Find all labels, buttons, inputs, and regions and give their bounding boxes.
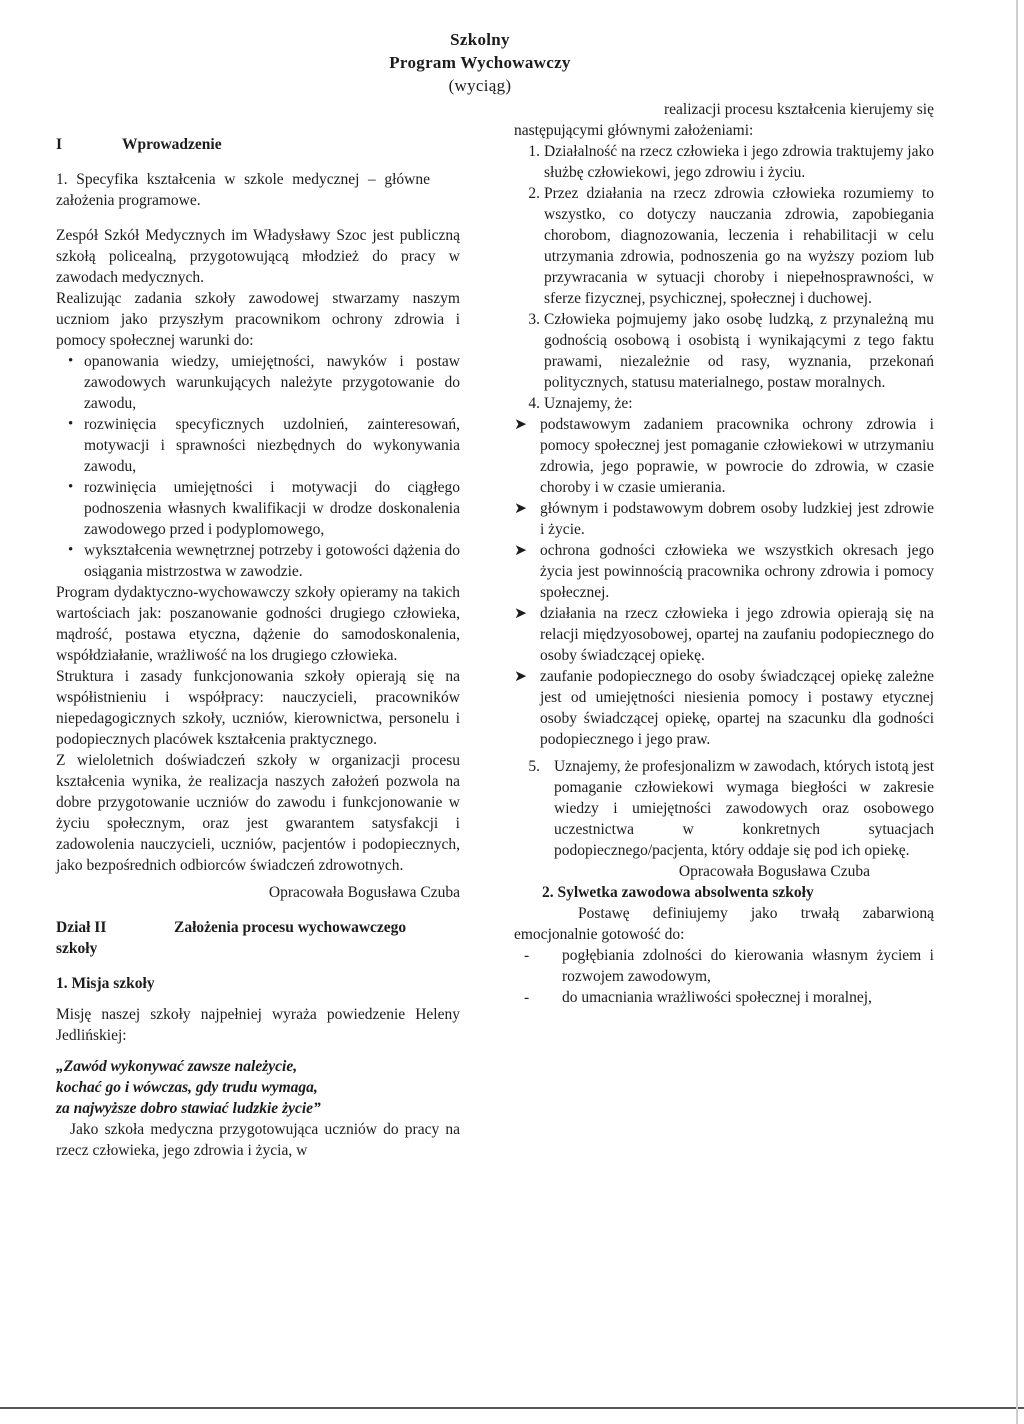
arrow-icon: ➤ xyxy=(514,668,527,685)
numbered-list xyxy=(514,756,934,861)
bullet-list xyxy=(56,351,460,582)
dash-marker: - xyxy=(524,947,530,964)
item-text: działania na rzecz człowieka i jego zdrowia opierają się na relacji międzyosobowej, opartej na zaufaniu podopiecznego do osoby świadczącej opiekę. xyxy=(540,605,934,664)
item-text: ochrona godności człowieka we wszystkich okresach jego życia jest powinnością pracownika ochrony zdrowia i pomocy społecznej. xyxy=(540,542,934,601)
paragraph: Postawę definiujemy jako trwałą zabarwioną emocjonalnie gotowość do: xyxy=(514,905,934,943)
paragraph: Program dydaktyczno-wychowawczy szkoły opieramy na takich wartościach jak: poszanowanie godności drugiego człowieka, mądrość, postawa etyczna, dążenie do samodoskonalenia, współdziałanie, wrażliwość na los drugiego człowieka. xyxy=(56,584,460,664)
item-number: 1. xyxy=(528,143,540,160)
list-item xyxy=(514,945,934,987)
section-heading-II xyxy=(56,917,460,938)
title-line-1: Szkolny xyxy=(450,30,510,49)
quote-line: za najwyższe dobro stawiać ludzkie życie” xyxy=(56,1100,321,1117)
list-item xyxy=(514,309,934,393)
list-item xyxy=(514,987,934,1008)
item-number: 4. xyxy=(528,395,540,412)
list-item xyxy=(514,393,934,414)
list-item xyxy=(514,183,934,309)
item-number: 3. xyxy=(528,311,540,328)
section-title: Wprowadzenie xyxy=(122,136,222,153)
paragraph: Jako szkoła medyczna przygotowująca uczniów do pracy na rzecz człowieka, jego zdrowia i życia, w xyxy=(56,1121,460,1159)
arrow-icon: ➤ xyxy=(514,605,527,622)
quote-line: kochać go i wówczas, gdy trudu wymaga, xyxy=(56,1079,318,1096)
list-item: • rozwinięcia umiejętności i motywacji do ciągłego podnoszenia własnych kwalifikacji w drodze doskonalenia zawodowego przed i podyplomowego, xyxy=(66,477,460,540)
list-item xyxy=(514,666,934,750)
paragraph: Realizując zadania szkoły zawodowej stwarzamy naszym uczniom jako przyszłym pracownikom ochrony zdrowia i pomocy społecznej warunki do: xyxy=(56,290,460,349)
item-text: zaufanie podopiecznego do osoby świadczącej opiekę zależne jest od umiejętności niesienia pomocy i postawy etycznej osoby świadczącej opiekę, opartej na szacunku dla godności podopiecznego i jego praw. xyxy=(540,668,934,748)
item-text: Człowieka pojmujemy jako osobę ludzką, z przynależną mu godnością osobową i osobistą i wynikającymi z tego faktu prawami, niezależnie od rasy, wyznania, przekonań politycznych, statusu materialnego, postaw moralnych. xyxy=(544,311,934,391)
paragraph: Struktura i zasady funkcjonowania szkoły opierają się na współistnieniu i współpracy: nauczycieli, pracowników niepedagogicznych szkoły, uczniów, kierownictwa, personelu i podopiecznych placówek kształcenia praktycznego. xyxy=(56,668,460,748)
scan-edge-shadow xyxy=(1016,0,1018,1424)
list-item xyxy=(514,603,934,666)
section-number: I xyxy=(56,136,63,153)
item-text: Przez działania na rzecz zdrowia człowieka rozumiemy to wszystko, co dotyczy nauczania zdrowia, zapobiegania chorobom, diagnozowania, leczenia i rehabilitacji w celu utrzymania zdrowia, podnoszenia go na wyższy poziom lub przywracania w sytuacji choroby i niepełnosprawności, w sferze fizycznej, psychicznej, społecznej i duchowej. xyxy=(544,185,934,307)
list-item xyxy=(514,540,934,603)
paragraph: Z wieloletnich doświadczeń szkoły w organizacji procesu kształcenia wynika, że realizacja naszych założeń pozwola na dobre przygotowanie uczniów do zawodu i funkcjonowanie w życiu społecznym, oraz jest gwarantem satysfakcji i zadowolenia nauczycieli, uczniów, pacjentów i podopiecznych, jako bezpośrednich odbiorców świadczeń zdrowotnych. xyxy=(56,752,460,874)
item-number: 5. xyxy=(528,758,540,775)
list-item: • opanowania wiedzy, umiejętności, nawyków i postaw zawodowych warunkujących należyte przygotowanie do zawodu, xyxy=(66,351,460,414)
item-text: pogłębiania zdolności do kierowania własnym życiem i rozwojem zawodowym, xyxy=(562,947,934,985)
title-line-3: (wyciąg) xyxy=(448,76,512,95)
scan-border-line xyxy=(0,1407,1024,1409)
item-text: do umacniania wrażliwości społecznej i moralnej, xyxy=(562,989,872,1006)
list-item xyxy=(514,756,934,861)
list-item: • wykształcenia wewnętrznej potrzeby i gotowości dążenia do osiągania mistrzostwa w zawodzie. xyxy=(66,540,460,582)
right-column xyxy=(514,99,934,1008)
list-item: • rozwinięcia specyficznych uzdolnień, zainteresowań, motywacji i sprawności niezbędnych do wykonywania zawodu, xyxy=(66,414,460,477)
item-text: Uznajemy, że: xyxy=(544,395,633,412)
section-title-continued: szkoły xyxy=(56,940,98,957)
item-text: głównym i podstawowym dobrem osoby ludzkiej jest zdrowie i życie. xyxy=(540,500,934,538)
title-line-2: Program Wychowawczy xyxy=(389,53,571,72)
quote-line: „Zawód wykonywać zawsze należycie, xyxy=(56,1058,298,1075)
dash-marker: - xyxy=(524,989,530,1006)
section-title: Założenia procesu wychowawczego xyxy=(174,919,407,936)
arrow-icon: ➤ xyxy=(514,416,527,433)
list-item xyxy=(514,498,934,540)
item-text: podstawowym zadaniem pracownika ochrony zdrowia i pomocy społecznej jest pomaganie człowiekowi w utrzymaniu zdrowia, jego poprawie, w powrocie do zdrowia, w czasie choroby i w czasie umierania. xyxy=(540,416,934,496)
paragraph: Misję naszej szkoły najpełniej wyraża powiedzenie Heleny Jedlińskiej: xyxy=(56,1006,460,1044)
left-column xyxy=(56,134,460,1161)
list-item xyxy=(514,141,934,183)
subsection-title: 1. Misja szkoły xyxy=(56,975,155,992)
document-title xyxy=(300,28,660,97)
item-text: Działalność na rzecz człowieka i jego zdrowia traktujemy jako służbę człowiekowi, jego zdrowiu i życiu. xyxy=(544,143,934,181)
signature-line: Opracowała Bogusława Czuba xyxy=(678,863,870,880)
subsection-title: 2. Sylwetka zawodowa absolwenta szkoły xyxy=(542,884,814,901)
numbered-list xyxy=(514,141,934,414)
arrow-icon: ➤ xyxy=(514,500,527,517)
paragraph: Zespół Szkół Medycznych im Władysławy Szoc jest publiczną szkołą policealną, przygotowującą młodzież do pracy w zawodach medycznych. xyxy=(56,227,460,286)
list-item xyxy=(514,414,934,498)
item-number: 2. xyxy=(528,185,540,202)
arrow-icon: ➤ xyxy=(514,542,527,559)
section-heading-I xyxy=(56,134,460,155)
section-number: Dział II xyxy=(56,919,107,936)
paragraph: realizacji procesu kształcenia kierujemy się następującymi głównymi założeniami: xyxy=(514,101,934,139)
signature-line: Opracowała Bogusława Czuba xyxy=(268,884,460,901)
subsection-title: 1. Specyfika kształcenia w szkole medycznej – główne założenia programowe. xyxy=(56,171,430,209)
item-text: Uznajemy, że profesjonalizm w zawodach, których istotą jest pomaganie człowiekowi wymaga biegłości w zakresie wiedzy i umiejętności zawodowych oraz osobowego uczestnictwa w konkretnych sytuacjach podopiecznego/pacjenta, który oddaje się pod ich opiekę. xyxy=(554,758,934,859)
